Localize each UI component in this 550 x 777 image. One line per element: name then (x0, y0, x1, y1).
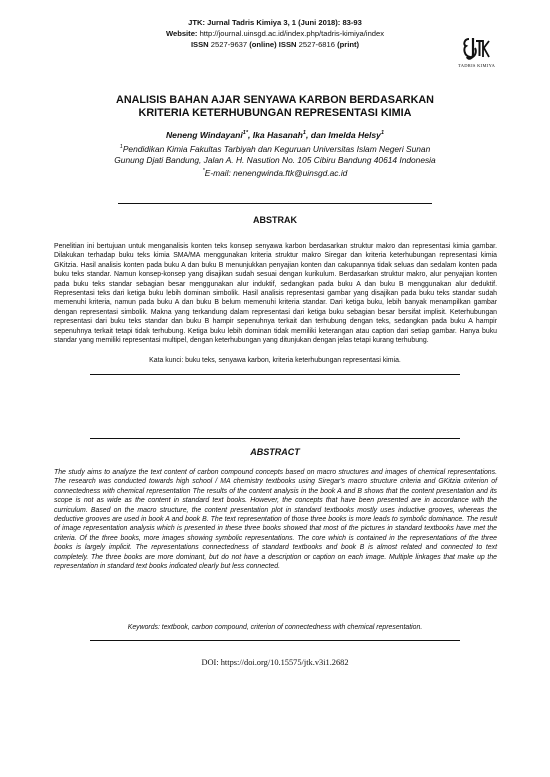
author-3-sup: 1 (380, 130, 385, 137)
affiliation-sup: 1 (119, 144, 123, 150)
author-2: , Ika Hasanah (247, 130, 303, 140)
issn-label: ISSN (190, 40, 209, 49)
author-3: , dan Imelda Helsy (305, 130, 381, 140)
abstract-heading: ABSTRACT (250, 447, 300, 457)
author-1-sup: 1* (242, 130, 248, 137)
journal-citation: JTK: Jurnal Tadris Kimiya 3, 1 (Juni 2018): 83-93 (188, 18, 362, 27)
journal-website (60, 28, 490, 39)
keywords: Keywords: textbook, carbon compound, criterion of connectedness with chemical representation. (127, 624, 423, 631)
paper-title (40, 94, 510, 120)
doi-link[interactable]: DOI: https://doi.org/10.15575/jtk.v3i1.2682 (201, 658, 349, 667)
email-sup: * (202, 167, 205, 174)
journal-header (60, 17, 490, 50)
title-line-2: KRITERIA KETERHUBUNGAN REPRESENTASI KIMIA (138, 107, 412, 119)
logo-caption: TADRIS KIMIYA (458, 63, 496, 68)
website-link[interactable]: http://journal.uinsgd.ac.id/index.php/tadris-kimiya/index (199, 29, 385, 38)
issn-label-2: ISSN (278, 40, 297, 49)
author-1: Neneng Windayani (165, 130, 243, 140)
divider-middle-1 (90, 374, 460, 375)
author-list (40, 130, 510, 140)
journal-issn (60, 39, 490, 50)
issn-print: 2527-6816 (298, 40, 335, 49)
divider-bottom (90, 640, 460, 641)
divider-top (118, 203, 432, 204)
affiliation-line-1: Pendidikan Kimia Fakultas Tarbiyah dan Keguruan Universitas Islam Negeri Sunan (122, 143, 431, 154)
jtk-logo-icon (461, 36, 491, 62)
author-2-sup: 1 (302, 130, 306, 137)
affiliation (50, 142, 500, 179)
issn-online-label: (online) (249, 40, 277, 49)
journal-logo (458, 36, 494, 72)
abstract-body: The study aims to analyze the text content of carbon compound concepts based on macro structures and images of chemical representations. The research was conducted towards high school / MA chemistry textbooks using Siregar's macro structure criteria and GKitzia criterion of connectedness with chemical representation The results of the content analysis in the book A and B shows that the content presentation and its scope is not as wide as the content in standard text books. However, the concepts that have been presented are in accordance with the curriculum. Based on the macro structure, the content presentation plot in standard textbooks mostly uses inductive grooves, whereas the deductive grooves are used in book A and book B. The text representation of those three books is more leads to symbolic dominance. The result of image representation analysis which is presented in these three books showed that most of the pictures in standard textbooks have met the criteria. Of the three books, more images showing symbolic representations. The core which is contained in the representations of the three books is largely implicit. The representations connectedness of standard textbooks and book B is almost related and connected to text completely. The three books are more dominant, but do not have a description or caption on each image. Multiple linkages that make up the representation in standard text books indicated clearly but less connected. (54, 469, 497, 571)
abstrak-body: Penelitian ini bertujuan untuk menganalisis konten teks konsep senyawa karbon berdasarkan struktur makro dan representasi kimia gambar. Dilakukan terhadap buku teks kimia SMA/MA menggunakan kriteria struktur makro Siregar dan kriteria keterhubungan representasi kimia GKitzia. Hasil analisis konten pada buku A dan buku B menunjukkan penyajian konten dan cakupannya tidak seluas dan sedalam konten pada buku teks standar. Namun konsep-konsep yang disajikan sudah sesuai dengan kurikulum. Berdasarkan struktur makro, alur penyajian konten pada buku teks standar sebagian besar menggunakan alur induktif, sedangkan pada buku A dan buku B menggunakan alur deduktif. Representasi teks dari ketiga buku lebih dominan simbolik. Hasil analisis representasi gambar yang disajikan pada buku teks standar sudah memenuhi kriteria, namun pada buku A dan buku B belum memenuhi kriteria standar. Dari ketiga buku, lebih banyak menampilkan gambar dengan representasi simbolik. Makna yang terkandung dalam representasi dari ketiga buku sebagian besar bersifat implisit. Keterhubungan representasi dari buku teks standar dan buku B hampir sepenuhnya terkait dan terhubung dengan teks, sedangkan pada buku A hampir sepenuhnya terkait tetapi tidak terhubung. Ketiga buku lebih dominan tidak memiliki keterangan atau caption dari setiap gambar. Hanya buku standar yang memiliki representasi multipel, dengan keterhubungan yang ditunjukan dengan jelas tetapi kurang terhubung. (54, 243, 497, 345)
abstrak-heading: ABSTRAK (253, 215, 297, 225)
corresponding-email[interactable]: E-mail: nenengwinda.ftk@uinsgd.ac.id (204, 167, 348, 178)
divider-middle-2 (90, 438, 460, 439)
title-line-1: ANALISIS BAHAN AJAR SENYAWA KARBON BERDASARKAN (116, 94, 434, 106)
kata-kunci: Kata kunci: buku teks, senyawa karbon, kriteria keterhubungan representasi kimia. (149, 357, 401, 364)
issn-print-label: (print) (337, 40, 360, 49)
issn-online: 2527-9637 (210, 40, 248, 49)
website-label: Website: (165, 29, 198, 38)
affiliation-line-2: Gunung Djati Bandung, Jalan A. H. Nasution No. 105 Cibiru Bandung 40614 Indonesia (114, 154, 436, 165)
